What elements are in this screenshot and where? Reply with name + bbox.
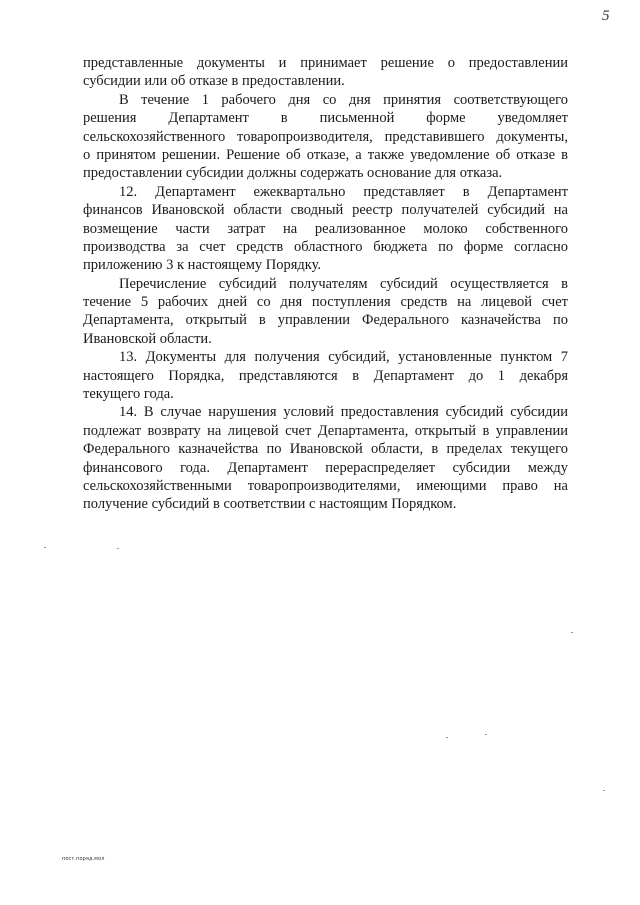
scan-speck [44, 547, 46, 548]
paragraph-continuation [83, 54, 568, 91]
text-line: получение субсидий в соответствии с настоящим Порядком. [83, 496, 457, 513]
text-line: настоящего Порядка, представляются в Департамент до 1 декабря [83, 367, 568, 384]
footer-file-note: пост.поряд.мол [62, 856, 105, 862]
text-line: сельскохозяйственными товаропроизводителями, имеющими право на [83, 477, 568, 494]
paragraph-item-13 [83, 348, 568, 403]
text-line: о принятом решении. Решение об отказе, а также уведомление об отказе в [83, 146, 568, 163]
text-line: подлежат возврату на лицевой счет Департамента, открытый в управлении [83, 422, 568, 439]
text-line: финансового года. Департамент перераспределяет субсидии между [83, 459, 568, 476]
text-line: сельскохозяйственного товаропроизводителя, представившего документы, [83, 128, 568, 145]
paragraph-notification [83, 91, 568, 183]
scan-speck [485, 734, 487, 735]
text-line: производства за счет средств областного бюджета по форме согласно [83, 238, 568, 255]
text-line: 13. Документы для получения субсидий, установленные пунктом 7 [119, 349, 568, 366]
text-line: 12. Департамент ежеквартально представляет в Департамент [119, 183, 568, 200]
text-line: представленные документы и принимает решение о предоставлении [83, 55, 568, 71]
paragraph-item-14 [83, 403, 568, 513]
scan-speck [446, 737, 448, 738]
text-line: 14. В случае нарушения условий предоставления субсидий субсидии [119, 404, 568, 421]
document-body [83, 54, 568, 514]
text-line: Ивановской области. [83, 330, 212, 347]
text-line: финансов Ивановской области сводный реестр получателей субсидий на [83, 202, 568, 219]
text-line: возмещение части затрат на реализованное молоко собственного [83, 220, 568, 237]
scan-speck [571, 632, 573, 633]
scan-speck [603, 790, 605, 791]
text-line: Федерального казначейства по Ивановской области, в пределах текущего [83, 441, 568, 458]
text-line: Департамента, открытый в управлении Федерального казначейства по [83, 312, 568, 329]
scan-speck [117, 548, 119, 549]
page-number: 5 [602, 8, 610, 24]
paragraph-transfer [83, 275, 568, 349]
text-line: В течение 1 рабочего дня со дня принятия соответствующего [119, 91, 568, 108]
text-line: решения Департамент в письменной форме уведомляет [83, 110, 568, 127]
text-line: субсидии или об отказе в предоставлении. [83, 73, 345, 90]
text-line: приложению 3 к настоящему Порядку. [83, 257, 322, 274]
text-line: текущего года. [83, 386, 174, 403]
text-line: Перечисление субсидий получателям субсидий осуществляется в [119, 275, 568, 292]
text-line: течение 5 рабочих дней со дня поступления средств на лицевой счет [83, 294, 568, 311]
paragraph-item-12 [83, 183, 568, 275]
text-line: предоставлении субсидии должны содержать основание для отказа. [83, 165, 503, 182]
